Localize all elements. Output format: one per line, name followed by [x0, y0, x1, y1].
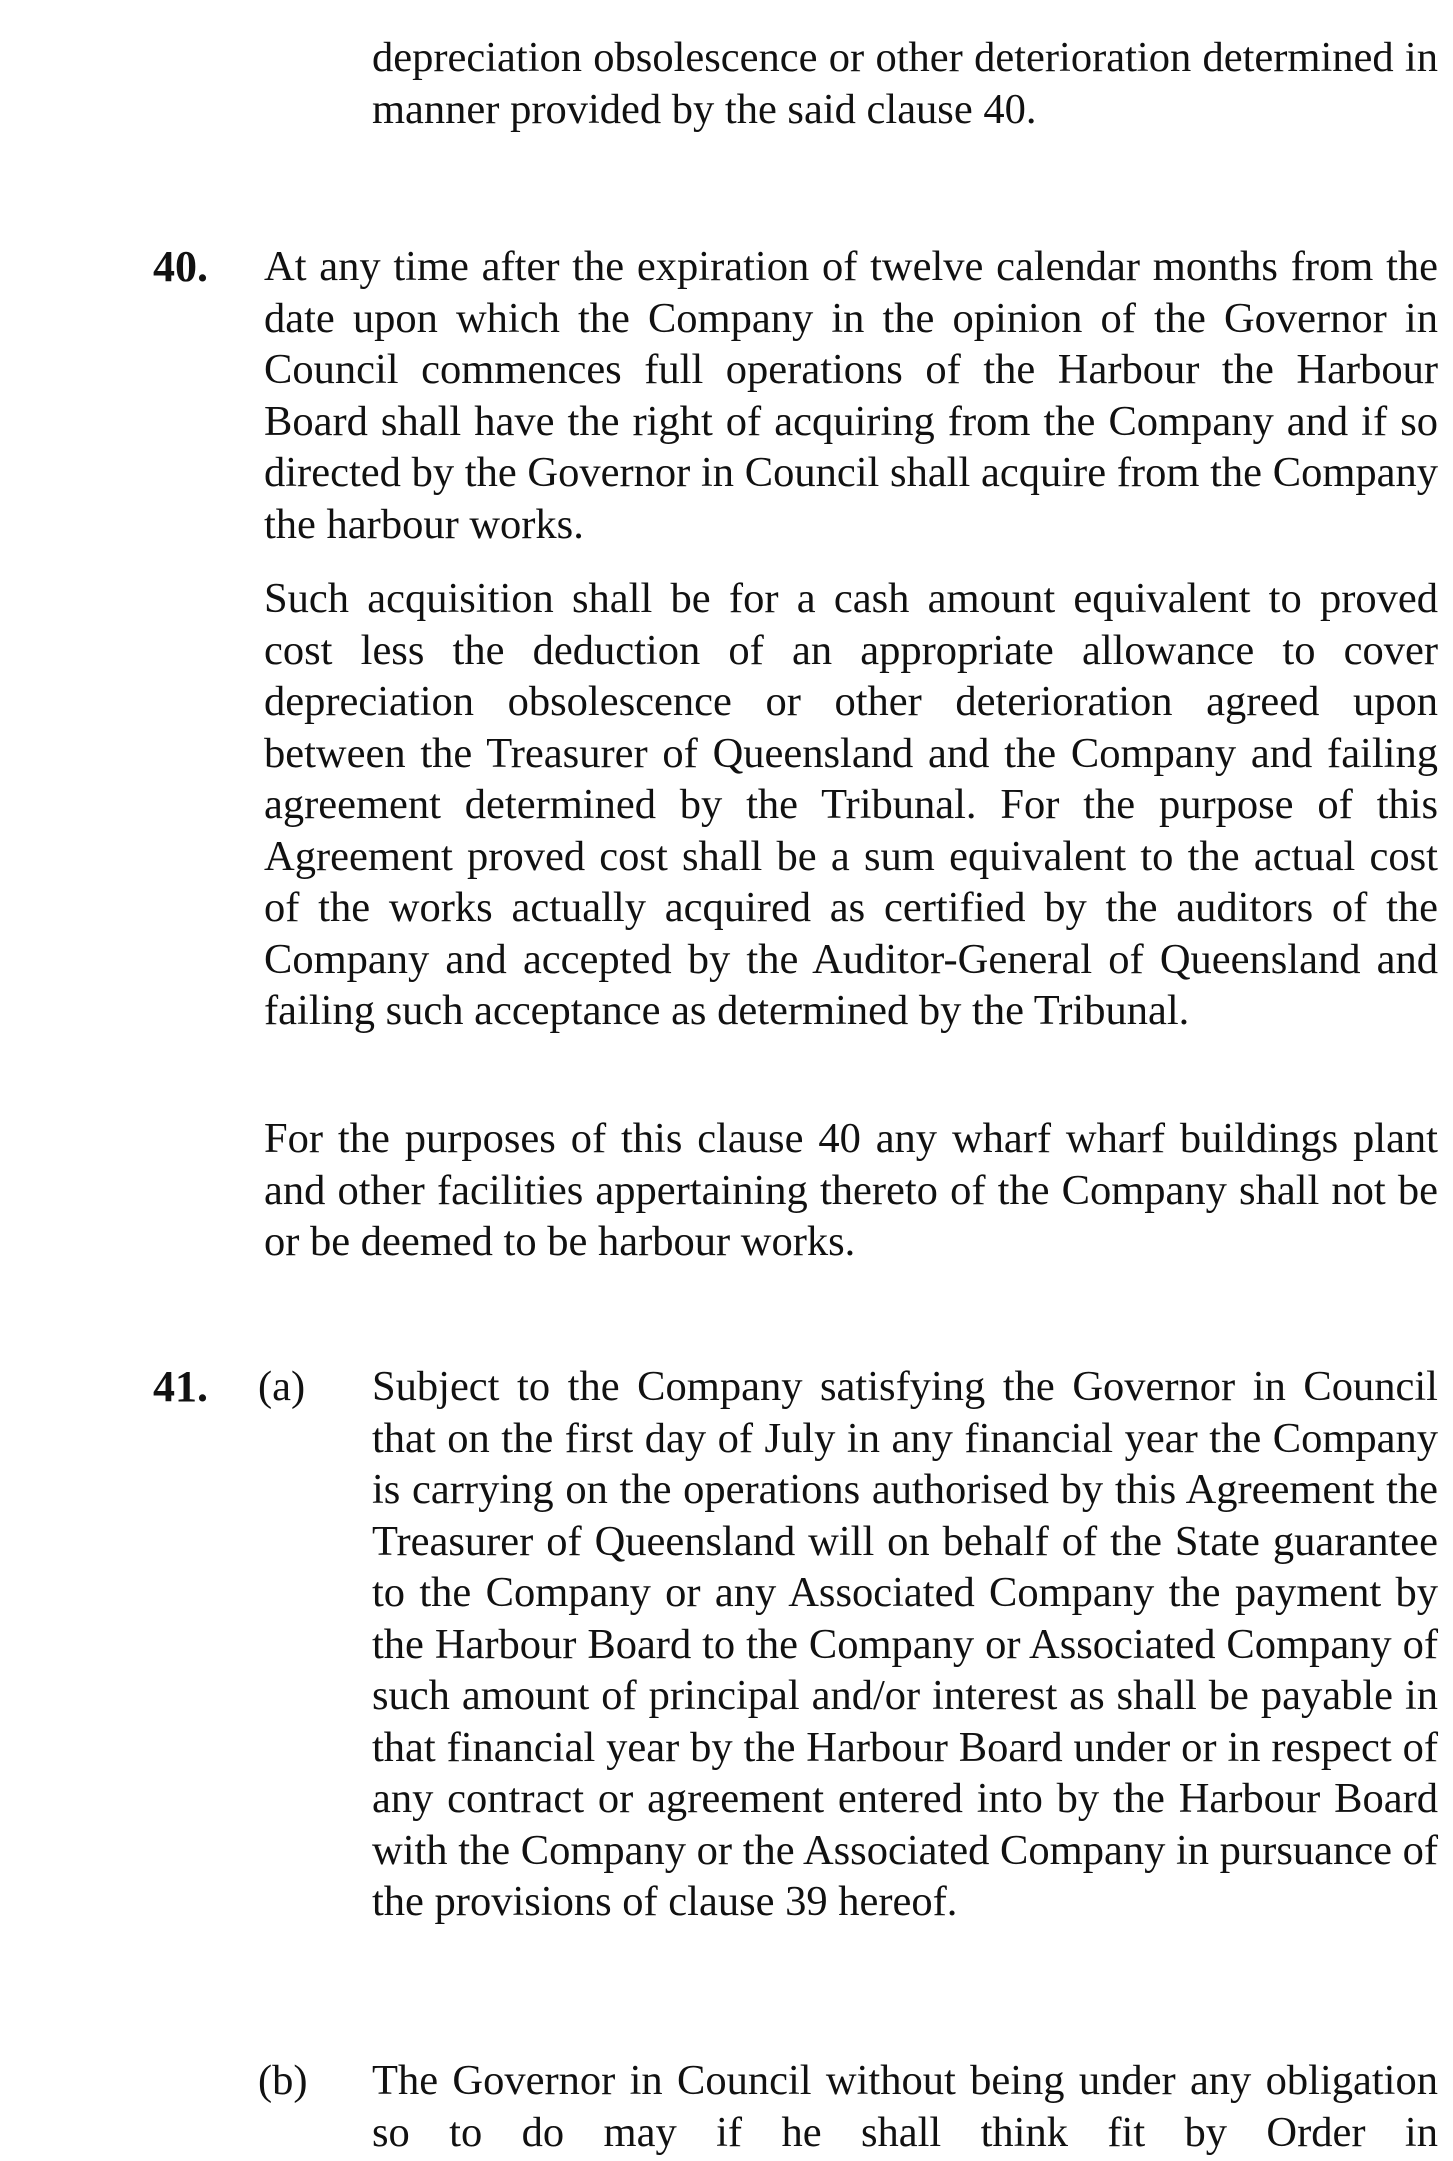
clause-41a-label: (a) [258, 1363, 306, 1410]
clause-41b-text: The Governor in Council without being under any obligation so to do may if he shall think fit by Order in [372, 2057, 1438, 2156]
clause-41-number: 41. [153, 1362, 208, 1411]
clause-40-paragraph-2: Such acquisition shall be for a cash amount equivalent to proved cost less the deduction of an appropriate allowance to cover depreciation obsolescence or other deterioration agreed upon between the Treasurer of Queensland and the Company and failing agreement determined by the Tribunal. For the purpose of this Agreement proved cost shall be a sum equivalent to the actual cost of the works actually acquired as certified by the auditors of the Company and accepted by the Auditor-General of Queensland and failing such acceptance as determined by the Tribunal. [264, 575, 1438, 1034]
clause-40-paragraph-1: At any time after the expiration of twelve calendar months from the date upon which the Company in the opinion of the Governor in Council commences full operations of the Harbour the Harbour Board shall have the right of acquiring from the Company and if so directed by the Governor in Council shall acquire from the Company the harbour works. [264, 243, 1438, 548]
clause-41a-text: Subject to the Company satisfying the Governor in Council that on the first day of July in any financial year the Company is carrying on the operations authorised by this Agreement the Treasurer of Queensland will on behalf of the State guarantee to the Company or any Associated Company the payment by the Harbour Board to the Company or Associated Company of such amount of principal and/or interest as shall be payable in that financial year by the Harbour Board under or in respect of any contract or agreement entered into by the Harbour Board with the Company or the Associated Company in pursuance of the provisions of clause 39 hereof. [372, 1363, 1438, 1925]
clause-40-paragraph-3: For the purposes of this clause 40 any wharf wharf buildings plant and other facilities appertaining thereto of the Company shall not be or be deemed to be harbour works. [264, 1115, 1438, 1265]
clause-40-number: 40. [153, 242, 208, 291]
continuation-paragraph: depreciation obsolescence or other deterioration determined in manner provided by the said clause 40. [372, 34, 1438, 133]
clause-41b-label: (b) [258, 2057, 308, 2104]
